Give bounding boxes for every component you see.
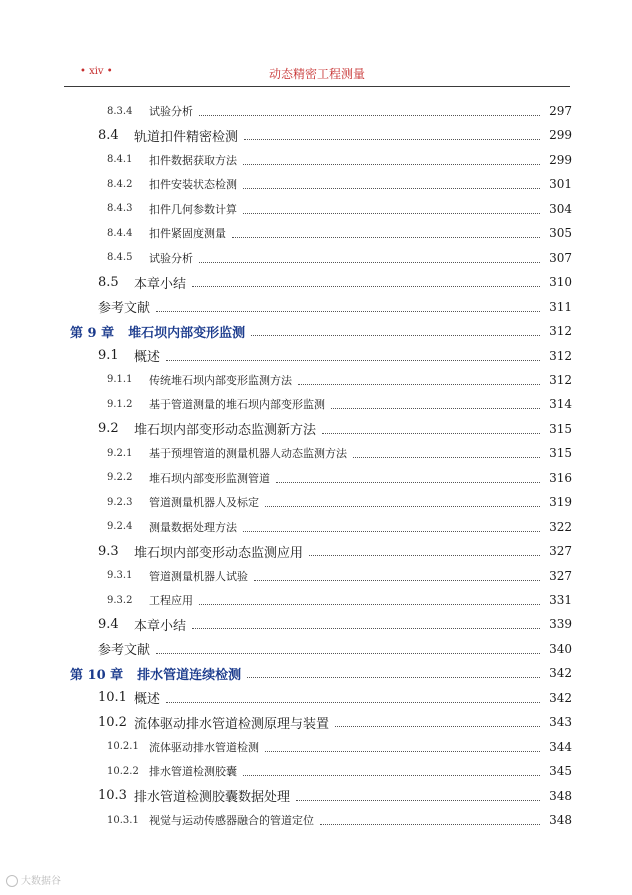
toc-entry-title: 管道测量机器人及标定 bbox=[149, 496, 259, 510]
watermark-logo-icon bbox=[6, 875, 18, 887]
dot-leader bbox=[320, 823, 540, 825]
toc-entry-title: 概述 bbox=[134, 350, 161, 365]
toc-entry-title: 参考文献 bbox=[98, 301, 151, 317]
toc-entry[interactable] bbox=[107, 393, 572, 415]
toc-entry-number: 9.3.2 bbox=[107, 594, 133, 606]
toc-entry-title: 扣件安装状态检测 bbox=[149, 178, 237, 192]
toc-chapter-entry[interactable] bbox=[70, 320, 572, 342]
toc-entry[interactable] bbox=[107, 369, 572, 391]
toc-entry-page: 307 bbox=[549, 250, 572, 265]
dot-leader bbox=[243, 774, 540, 776]
toc-entry-number: 8.4.1 bbox=[107, 154, 133, 166]
dot-leader bbox=[243, 187, 540, 189]
toc-entry[interactable] bbox=[98, 124, 572, 146]
dot-leader bbox=[199, 261, 540, 263]
toc-entry-number: 9.2.4 bbox=[107, 521, 133, 533]
toc-entry-number: 9.1.2 bbox=[107, 398, 133, 410]
toc-entry-page: 299 bbox=[549, 152, 572, 167]
toc-entry-number: 8.4 bbox=[98, 127, 119, 143]
toc-entry-title: 流体驱动排水管道检测 bbox=[149, 740, 259, 754]
dot-leader bbox=[243, 212, 540, 214]
toc-entry[interactable] bbox=[98, 540, 572, 562]
dot-leader bbox=[251, 334, 540, 336]
dot-leader bbox=[199, 603, 540, 605]
toc-entry[interactable] bbox=[98, 418, 572, 440]
dot-leader bbox=[254, 579, 540, 581]
toc-entry[interactable] bbox=[107, 173, 572, 195]
toc-entry-number: 9.2.1 bbox=[107, 447, 133, 459]
toc-entry-page: 342 bbox=[549, 690, 572, 705]
toc-entry[interactable] bbox=[107, 736, 572, 758]
toc-entry-page: 304 bbox=[549, 201, 572, 216]
running-title: 动态精密工程测量 bbox=[268, 67, 365, 81]
toc-entry-title: 基于管道测量的堆石坝内部变形监测 bbox=[149, 398, 325, 412]
dot-leader bbox=[199, 114, 540, 116]
toc-entry-page: 339 bbox=[549, 617, 572, 632]
toc-entry-title: 排水管道连续检测 bbox=[137, 667, 242, 683]
dot-leader bbox=[265, 750, 540, 752]
toc-entry-page: 331 bbox=[549, 593, 572, 607]
toc-entry-page: 312 bbox=[549, 372, 572, 387]
toc-entry-page: 316 bbox=[549, 470, 572, 485]
dot-leader bbox=[247, 676, 540, 678]
toc-entry-number: 第 10 章 bbox=[70, 667, 124, 683]
page-number: • xiv • bbox=[80, 66, 113, 77]
toc-entry-page: 315 bbox=[549, 446, 572, 461]
dot-leader bbox=[276, 481, 540, 483]
toc-entry-title: 堆石坝内部变形监测 bbox=[128, 325, 246, 341]
toc-entry-number: 第 9 章 bbox=[70, 325, 115, 341]
toc-entry-page: 348 bbox=[549, 813, 572, 828]
toc-entry-title: 试验分析 bbox=[149, 251, 193, 265]
toc-entry-title: 基于预埋管道的测量机器人动态监测方法 bbox=[149, 447, 347, 461]
toc-entry-page: 311 bbox=[549, 299, 572, 314]
dot-leader bbox=[192, 627, 540, 629]
toc-entry-number: 9.2.3 bbox=[107, 496, 133, 508]
toc-entry-title: 流体驱动排水管道检测原理与装置 bbox=[134, 716, 330, 732]
toc-entry-title: 本章小结 bbox=[134, 618, 187, 634]
toc-entry[interactable] bbox=[107, 247, 572, 269]
toc-entry[interactable] bbox=[98, 687, 572, 709]
toc-entry[interactable] bbox=[98, 785, 572, 807]
dot-leader bbox=[243, 530, 540, 532]
toc-entry-title: 管道测量机器人试验 bbox=[149, 569, 248, 583]
toc-references-entry[interactable] bbox=[98, 638, 572, 660]
toc-entry-title: 视觉与运动传感器融合的管道定位 bbox=[149, 814, 314, 828]
toc-entry-number: 10.1 bbox=[98, 690, 127, 706]
dot-leader bbox=[309, 554, 540, 556]
toc-entry[interactable] bbox=[107, 442, 572, 464]
toc-entry-number: 10.2.1 bbox=[107, 741, 139, 753]
toc-entry-page: 319 bbox=[549, 495, 572, 510]
toc-entry-page: 299 bbox=[549, 128, 572, 143]
toc-references-entry[interactable] bbox=[98, 296, 572, 318]
toc-entry-title: 扣件紧固度测量 bbox=[149, 227, 226, 241]
dot-leader bbox=[156, 652, 540, 654]
toc-entry-number: 10.3.1 bbox=[107, 814, 139, 826]
dot-leader bbox=[331, 407, 540, 409]
watermark bbox=[6, 872, 61, 887]
toc-entry-page: 322 bbox=[549, 519, 572, 534]
toc-entry[interactable] bbox=[98, 711, 572, 733]
toc-entry-number: 8.4.5 bbox=[107, 252, 133, 264]
toc-entry[interactable] bbox=[107, 149, 572, 171]
toc-entry-number: 10.2.2 bbox=[107, 765, 139, 777]
toc-entry-page: 312 bbox=[549, 348, 572, 363]
toc-entry[interactable] bbox=[107, 809, 572, 831]
dot-leader bbox=[353, 456, 540, 458]
toc-entry-title: 传统堆石坝内部变形监测方法 bbox=[149, 373, 292, 387]
toc-entry-number: 10.2 bbox=[98, 714, 127, 730]
toc-entry-page: 301 bbox=[549, 177, 572, 192]
dot-leader bbox=[296, 799, 540, 801]
toc-entry-page: 312 bbox=[549, 324, 572, 339]
toc-chapter-entry[interactable] bbox=[70, 662, 572, 684]
toc-entry-page: 314 bbox=[549, 397, 572, 412]
toc-entry-title: 排水管道检测胶囊数据处理 bbox=[134, 790, 291, 806]
toc-entry-title: 堆石坝内部变形监测管道 bbox=[149, 471, 270, 485]
toc-entry[interactable] bbox=[107, 100, 572, 122]
dot-leader bbox=[166, 359, 540, 361]
toc-entry-number: 9.1.1 bbox=[107, 374, 133, 386]
toc-entry-number: 9.2.2 bbox=[107, 472, 133, 484]
toc-entry-number: 10.3 bbox=[98, 788, 127, 804]
toc-entry-number: 9.3 bbox=[98, 543, 119, 559]
toc-entry-title: 参考文献 bbox=[98, 643, 151, 659]
dot-leader bbox=[192, 285, 540, 287]
toc-entry-number: 9.4 bbox=[98, 616, 119, 632]
toc-entry-number: 9.1 bbox=[98, 348, 119, 363]
toc-entry-title: 堆石坝内部变形动态监测新方法 bbox=[134, 423, 317, 439]
toc-entry-title: 测量数据处理方法 bbox=[149, 520, 237, 534]
watermark-text: 大数据谷 bbox=[21, 876, 61, 887]
toc-entry[interactable] bbox=[107, 198, 572, 220]
toc-entry-number: 8.4.2 bbox=[107, 178, 133, 190]
dot-leader bbox=[298, 383, 540, 385]
toc-entry[interactable] bbox=[107, 760, 572, 782]
toc-entry[interactable] bbox=[107, 222, 572, 244]
toc-entry-title: 轨道扣件精密检测 bbox=[134, 129, 239, 145]
toc-entry-page: 305 bbox=[549, 226, 572, 241]
dot-leader bbox=[265, 505, 540, 507]
toc-entry-page: 344 bbox=[549, 739, 572, 754]
toc-entry[interactable] bbox=[107, 565, 572, 587]
toc-entry-title: 排水管道检测胶囊 bbox=[149, 765, 237, 779]
toc-entry-title: 扣件数据获取方法 bbox=[149, 153, 237, 167]
dot-leader bbox=[243, 163, 540, 165]
toc-entry-page: 315 bbox=[549, 421, 572, 436]
toc-entry-page: 310 bbox=[549, 275, 572, 290]
dot-leader bbox=[244, 138, 540, 140]
toc-entry[interactable] bbox=[107, 467, 572, 489]
toc-entry-title: 本章小结 bbox=[134, 276, 187, 292]
toc-entry-title: 工程应用 bbox=[149, 594, 193, 607]
toc-entry-page: 340 bbox=[549, 641, 572, 656]
toc-entry-number: 8.4.4 bbox=[107, 227, 133, 239]
dot-leader bbox=[156, 310, 540, 312]
toc-entry-page: 342 bbox=[549, 666, 572, 681]
toc-entry-number: 8.4.3 bbox=[107, 203, 133, 215]
toc-entry-title: 堆石坝内部变形动态监测应用 bbox=[134, 545, 304, 561]
toc-entry-number: 8.3.4 bbox=[107, 105, 133, 117]
toc-entry-number: 9.2 bbox=[98, 421, 119, 437]
toc-entry-title: 概述 bbox=[134, 692, 161, 708]
dot-leader bbox=[166, 701, 540, 703]
toc-entry[interactable] bbox=[107, 589, 572, 611]
toc-entry-page: 345 bbox=[549, 764, 572, 779]
toc-entry[interactable] bbox=[107, 516, 572, 538]
toc-entry-page: 348 bbox=[549, 788, 572, 803]
dot-leader bbox=[335, 725, 540, 727]
toc-entry-title: 试验分析 bbox=[149, 105, 193, 118]
toc-entry-number: 9.3.1 bbox=[107, 570, 133, 582]
toc-entry-number: 8.5 bbox=[98, 274, 119, 290]
toc-entry[interactable] bbox=[98, 271, 572, 293]
toc-entry-page: 343 bbox=[549, 715, 572, 730]
dot-leader bbox=[232, 236, 540, 238]
toc-entry[interactable] bbox=[107, 491, 572, 513]
dot-leader bbox=[322, 432, 540, 434]
toc-entry-page: 297 bbox=[549, 104, 572, 118]
toc-entry-page: 327 bbox=[549, 544, 572, 559]
toc-entry[interactable] bbox=[98, 345, 572, 367]
toc-entry[interactable] bbox=[98, 613, 572, 635]
toc-entry-page: 327 bbox=[549, 568, 572, 583]
toc-entry-title: 扣件几何参数计算 bbox=[149, 202, 237, 216]
